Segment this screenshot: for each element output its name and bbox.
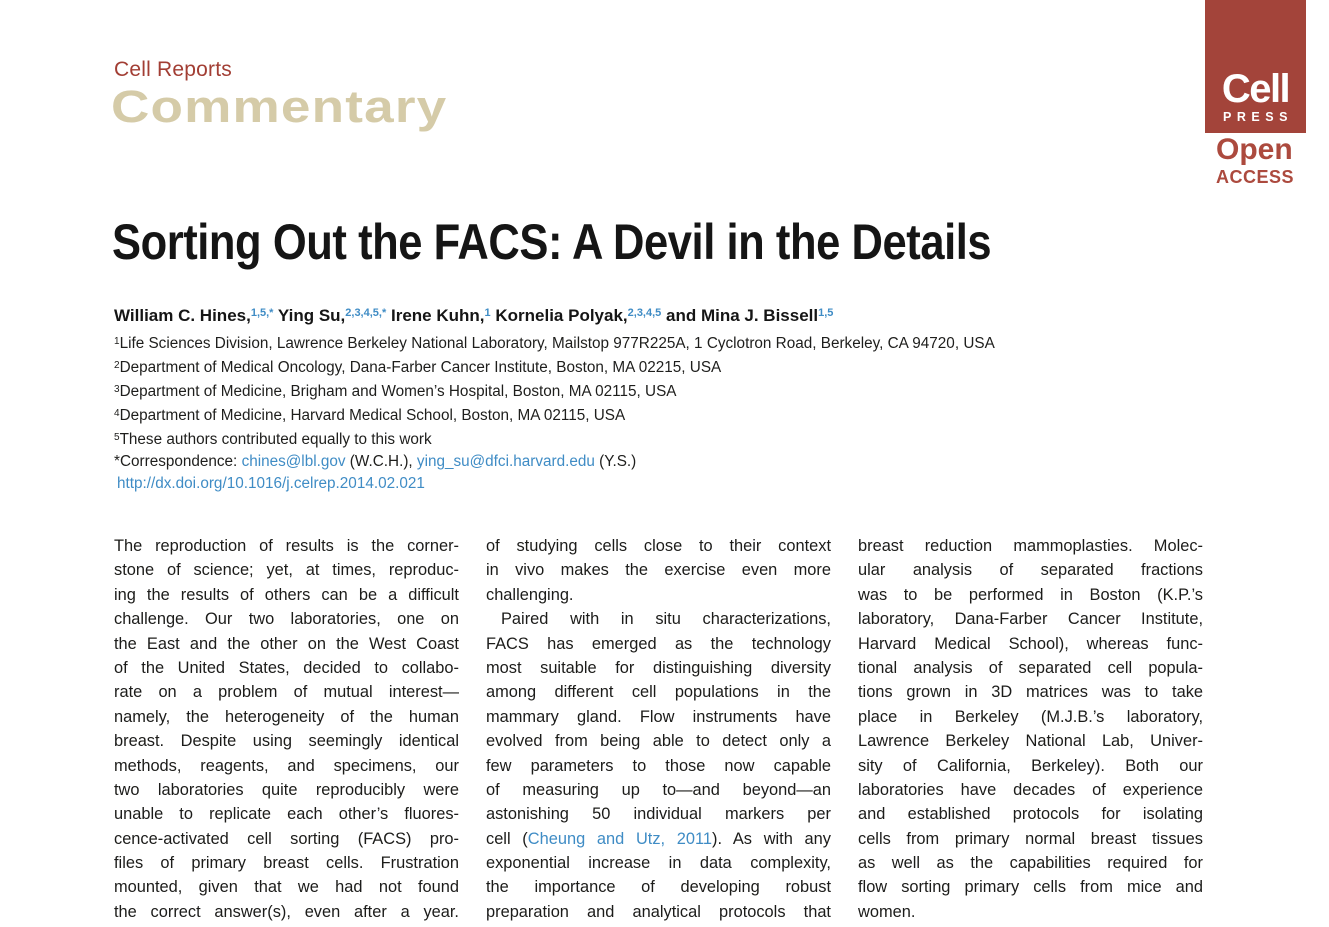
cell-press-logo xyxy=(1205,0,1306,133)
body-text-line xyxy=(858,827,1203,851)
body-text-line xyxy=(858,705,1203,729)
body-text-line xyxy=(486,729,831,753)
body-text-segment: cell ( xyxy=(486,829,528,848)
body-text-segment: Harvard Medical School), whereas func- xyxy=(858,634,1203,653)
body-text-segment: breast reduction mammoplasties. Molec- xyxy=(858,537,1203,555)
article-title: Sorting Out the FACS: A Devil in the Details xyxy=(112,214,992,270)
body-text-line xyxy=(858,851,1203,875)
body-text-segment: cence-activated cell sorting (FACS) pro- xyxy=(114,829,459,848)
body-text-segment: ular analysis of separated fractions xyxy=(858,561,1203,580)
body-text-line xyxy=(486,705,831,729)
body-text-segment: flow sorting primary cells from mice and xyxy=(858,878,1203,897)
article-type-label: Commentary xyxy=(111,81,448,132)
body-text-segment: challenge. Our two laboratories, one on xyxy=(114,610,459,629)
body-text-segment: two laboratories quite reproducibly were xyxy=(114,780,459,799)
body-text-line xyxy=(858,754,1203,778)
body-text-segment: Paired with in situ characterizations, xyxy=(501,610,831,629)
author-affiliation-superscript: 1,5 xyxy=(818,307,834,319)
body-text-segment: most suitable for distinguishing diversity xyxy=(486,658,831,677)
body-text-segment: and established protocols for isolating xyxy=(858,805,1203,824)
body-text-segment: The reproduction of results is the corner- xyxy=(114,537,459,555)
body-text-line xyxy=(114,680,459,704)
affiliation-line: $^4$Department of Medicine, Harvard Medical School, Boston, MA 02115, USA xyxy=(114,407,626,424)
body-text-segment: mammary gland. Flow instruments have xyxy=(486,707,831,726)
body-text-line xyxy=(858,802,1203,826)
body-text-line xyxy=(114,778,459,802)
open-access-sublabel: ACCESS xyxy=(1216,167,1295,187)
affiliation-superscript: 5 xyxy=(114,432,120,443)
body-text-segment: methods, reagents, and specimens, our xyxy=(114,756,459,775)
body-text-line xyxy=(114,583,459,607)
email-link-1[interactable]: chines@lbl.gov xyxy=(241,453,346,470)
email-link-2[interactable]: ying_su@dfci.harvard.edu xyxy=(416,453,595,470)
affiliation-superscript: 1 xyxy=(114,336,120,347)
body-text-line xyxy=(114,656,459,680)
author: and Mina J. Bissell$^{1,5}$ xyxy=(666,306,834,325)
body-text-segment: tional analysis of separated cell popula- xyxy=(858,658,1203,677)
affiliation-superscript: 4 xyxy=(114,408,120,419)
body-text-segment: unable to replicate each other’s fluores- xyxy=(114,805,459,824)
body-text-segment: the East and the other on the West Coast xyxy=(114,634,459,653)
body-text-segment: FACS has emerged as the technology xyxy=(486,634,831,653)
body-text-segment: in vivo makes the exercise even more xyxy=(486,561,831,580)
body-text-line xyxy=(114,900,459,924)
body-text-line xyxy=(858,632,1203,656)
body-text-segment: was to be performed in Boston (K.P.’s xyxy=(858,585,1203,604)
body-text-segment: of the United States, decided to collabo- xyxy=(114,658,459,677)
author: William C. Hines,$^{1,5,*}$ xyxy=(114,306,274,325)
body-text-line xyxy=(486,875,831,899)
body-text-segment: sity of California, Berkeley). Both our xyxy=(858,756,1203,775)
body-text-line xyxy=(858,680,1203,704)
affiliation-line: $^5$These authors contributed equally to this work xyxy=(114,431,432,448)
body-text-segment: astonishing 50 individual markers per xyxy=(486,805,831,824)
body-text-line xyxy=(858,656,1203,680)
body-text-line xyxy=(114,705,459,729)
body-text-line xyxy=(858,607,1203,631)
body-text-line xyxy=(114,827,459,851)
body-text-segment: challenging. xyxy=(486,585,574,604)
body-text-segment: files of primary breast cells. Frustration xyxy=(114,854,459,873)
body-text-segment: place in Berkeley (M.J.B.’s laboratory, xyxy=(858,707,1203,726)
body-text-line xyxy=(114,729,459,753)
body-text-line xyxy=(486,827,831,851)
body-text-line xyxy=(486,778,831,802)
body-text-segment: ing the results of others can be a difficult xyxy=(114,585,459,604)
body-text-line xyxy=(858,534,1203,558)
body-text-segment: the importance of developing robust xyxy=(486,878,831,897)
body-text-segment: laboratories have decades of experience xyxy=(858,780,1203,799)
body-text-segment: few parameters to those now capable xyxy=(486,756,831,775)
body-text-segment: cells from primary normal breast tissues xyxy=(858,829,1203,848)
affiliation-superscript: 3 xyxy=(114,384,120,395)
body-text-line xyxy=(114,607,459,631)
body-text-line xyxy=(114,754,459,778)
body-text-line xyxy=(114,558,459,582)
body-text-segment: stone of science; yet, at times, reproduc- xyxy=(114,561,459,580)
body-text-segment: laboratory, Dana-Farber Cancer Institute, xyxy=(858,610,1203,629)
author: Ying Su,$^{2,3,4,5,*}$ xyxy=(277,306,387,325)
body-text-line xyxy=(486,754,831,778)
body-text-line xyxy=(486,802,831,826)
body-text-line xyxy=(486,656,831,680)
body-text-line xyxy=(858,778,1203,802)
body-column-1 xyxy=(114,534,459,924)
affiliation-superscript: 2 xyxy=(114,360,120,371)
body-text-line xyxy=(114,632,459,656)
body-text-segment: evolved from being able to detect only a xyxy=(486,732,831,751)
body-text-line xyxy=(486,607,831,631)
correspondence-initials-1: (W.C.H.), xyxy=(345,453,417,470)
body-text-line xyxy=(486,851,831,875)
body-text-segment: preparation and analytical protocols that xyxy=(486,902,831,921)
body-text-line xyxy=(114,875,459,899)
body-text-line xyxy=(858,583,1203,607)
body-text-line xyxy=(486,558,831,582)
author-affiliation-superscript: 1 xyxy=(484,307,491,319)
author-affiliation-superscript: 1,5,* xyxy=(250,307,274,319)
body-text-segment: ). As with any xyxy=(712,829,831,848)
body-text-line xyxy=(486,900,831,924)
affiliation-line: $^2$Department of Medical Oncology, Dana-Farber Cancer Institute, Boston, MA 02215, USA xyxy=(114,359,722,376)
correspondence-initials-2: (Y.S.) xyxy=(594,453,637,470)
body-text-line xyxy=(486,534,831,558)
body-text-segment: among different cell populations in the xyxy=(486,683,831,702)
author: Kornelia Polyak,$^{2,3,4,5}$ xyxy=(495,306,662,325)
body-text-segment: of studying cells close to their context xyxy=(486,537,831,555)
open-access-label: Open xyxy=(1216,133,1293,166)
author-affiliation-superscript: 2,3,4,5 xyxy=(627,307,662,319)
journal-name: Cell Reports xyxy=(114,58,232,81)
correspondence-label: *Correspondence: xyxy=(114,453,242,470)
affiliation-line: $^3$Department of Medicine, Brigham and Women’s Hospital, Boston, MA 02115, USA xyxy=(114,383,677,400)
body-text-line xyxy=(858,558,1203,582)
body-text-line xyxy=(858,900,1203,924)
body-text-line xyxy=(114,802,459,826)
body-text-line xyxy=(114,534,459,558)
body-text-line xyxy=(114,851,459,875)
body-text-segment: Lawrence Berkeley National Lab, Univer- xyxy=(858,732,1203,751)
body-text-segment: rate on a problem of mutual interest— xyxy=(114,683,459,702)
cell-logo-text: Cell xyxy=(1221,67,1290,111)
body-text-segment: mounted, given that we had not found xyxy=(114,878,459,897)
body-text-line xyxy=(858,875,1203,899)
author: Irene Kuhn,$^1$ xyxy=(390,306,491,325)
press-logo-text: PRESS xyxy=(1223,110,1293,124)
correspondence-line xyxy=(114,451,995,473)
doi-line xyxy=(114,473,995,495)
affiliation-block xyxy=(114,331,995,495)
body-text-segment: of measuring up to—and beyond—an xyxy=(486,780,831,799)
body-text-segment: breast. Despite using seemingly identical xyxy=(114,732,459,751)
author-list xyxy=(114,306,833,326)
doi-link[interactable]: http://dx.doi.org/10.1016/j.celrep.2014.02.021 xyxy=(117,475,425,492)
body-text-segment: as well as the capabilities required for xyxy=(858,854,1203,873)
citation-link[interactable]: Cheung and Utz, 2011 xyxy=(527,829,713,848)
affiliation-line: $^1$Life Sciences Division, Lawrence Berkeley National Laboratory, Mailstop 977R225A, 1 Cyclotron Road, Berkeley, CA 94720, USA xyxy=(114,335,995,352)
body-text-segment: tions grown in 3D matrices was to take xyxy=(858,683,1203,702)
body-text-line xyxy=(486,632,831,656)
body-text-segment: the correct answer(s), even after a year. xyxy=(114,902,459,921)
article-body xyxy=(114,534,1204,924)
body-column-3 xyxy=(858,534,1203,924)
body-text-line xyxy=(858,729,1203,753)
author-affiliation-superscript: 2,3,4,5,* xyxy=(345,307,387,319)
body-text-segment: exponential increase in data complexity, xyxy=(486,854,831,873)
body-text-line xyxy=(486,680,831,704)
body-text-segment: namely, the heterogeneity of the human xyxy=(114,707,459,726)
body-text-line xyxy=(486,583,831,607)
affiliation-list xyxy=(114,331,995,451)
body-column-2 xyxy=(486,534,831,924)
body-text-segment: women. xyxy=(858,902,916,921)
